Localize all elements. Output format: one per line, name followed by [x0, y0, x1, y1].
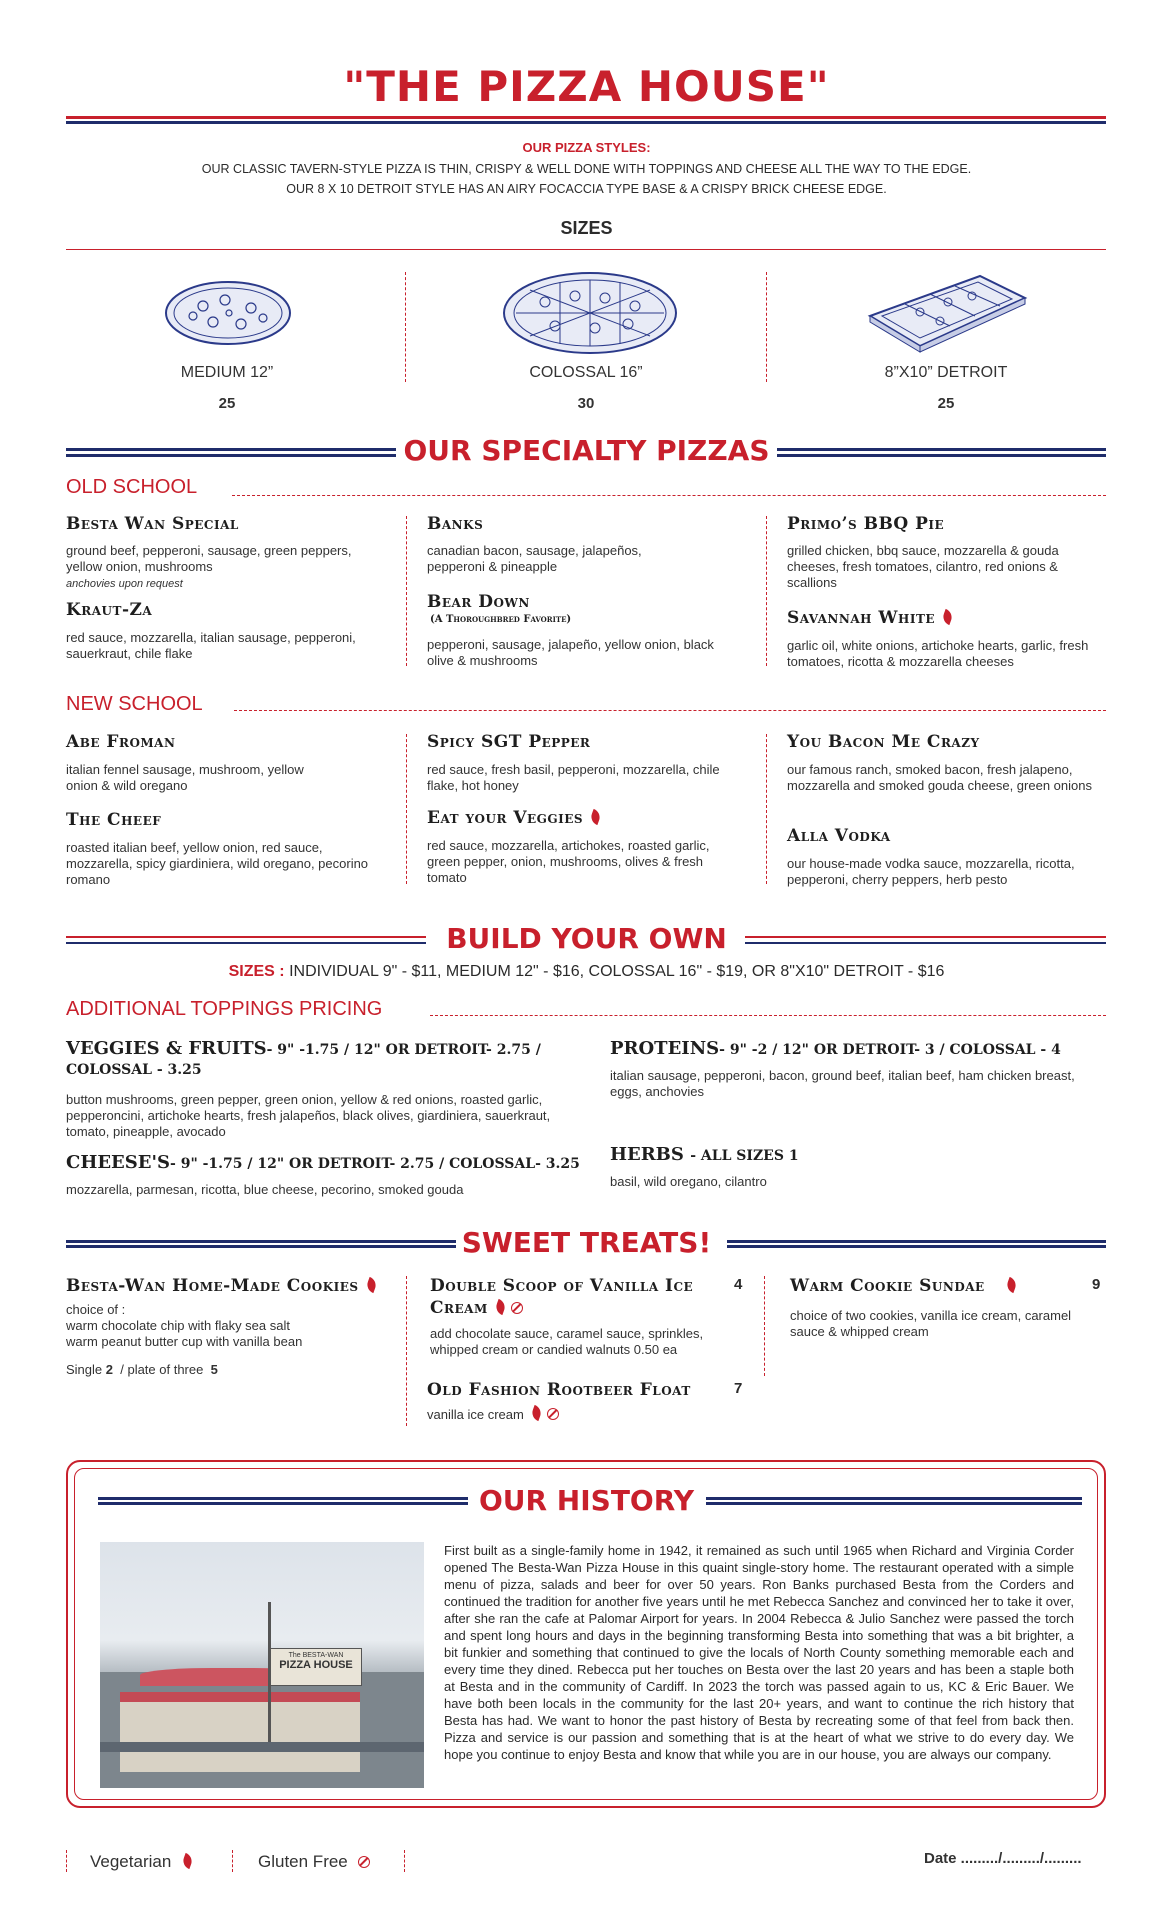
date-field: Date ........./........./......... [924, 1850, 1082, 1867]
pizza-desc: red sauce, fresh basil, pepperoni, mozzarella, chile flake, hot honey [427, 762, 720, 793]
scoop-name-2: Cream [430, 1298, 488, 1318]
cheese-heading [66, 1152, 580, 1173]
pizza-title-row [427, 808, 600, 828]
size-label-colossal: COLOSSAL 16” [529, 364, 643, 381]
pizza-name: You Bacon Me Crazy [787, 732, 980, 752]
column-separator [406, 734, 407, 884]
detroit-pizza-icon [860, 266, 1030, 356]
history-heading: OUR HISTORY [478, 1484, 695, 1517]
sundae-desc: choice of two cookies, vanilla ice cream, caramel sauce & whipped cream [790, 1308, 1072, 1339]
column-separator [766, 734, 767, 884]
title-divider [66, 116, 1106, 124]
pizza-desc: italian fennel sausage, mushroom, yellow onion & wild oregano [66, 762, 304, 793]
pizza-name: The Cheef [66, 810, 162, 830]
vegetarian-icon [1005, 1277, 1018, 1293]
specialty-heading: OUR SPECIALTY PIZZAS [403, 434, 770, 467]
pizza-desc: canadian bacon, sausage, jalapeños, pepperoni & pineapple [427, 543, 642, 574]
column-separator [764, 1276, 765, 1376]
proteins-price: - 9" -2 / 12" OR DETROIT- 3 / COLOSSAL - 4 [719, 1042, 1061, 1058]
sweets-heading: SWEET TREATS! [461, 1226, 712, 1259]
pizza-name: Savannah White [787, 608, 936, 628]
page-title: "THE PIZZA HOUSE" [343, 62, 830, 111]
build-sizes-row [0, 963, 1173, 981]
footer-separator [404, 1850, 405, 1872]
pizza-desc: pepperoni, sausage, jalapeño, yellow onion, black olive & mushrooms [427, 637, 714, 668]
new-school-rule [234, 710, 1106, 711]
herbs-price: - ALL SIZES 1 [690, 1148, 799, 1164]
veggies-heading [66, 1038, 541, 1059]
sizes-heading: SIZES [560, 218, 613, 238]
cookies-choice: choice of : [66, 1302, 126, 1317]
cookies-option-1: warm chocolate chip with flaky sea salt [66, 1318, 290, 1333]
pizza-title-row [787, 608, 952, 628]
column-separator [406, 516, 407, 666]
veggies-desc: button mushrooms, green pepper, green onion, yellow & red onions, roasted garlic, pepperoncini, artichoke hearts, fresh jalapeños, black olives, giardiniera, sauerkraut, tomato, pineapple, avocado [66, 1092, 551, 1139]
pizza-name: Alla Vodka [787, 826, 891, 846]
gluten-free-icon [358, 1856, 370, 1868]
proteins-name: PROTEINS [610, 1038, 720, 1059]
photo-sign-line-2: PIZZA HOUSE [279, 1659, 353, 1671]
cookies-single-price: 2 [105, 1362, 113, 1377]
pizza-desc: garlic oil, white onions, artichoke hearts, garlic, fresh tomatoes, ricotta & mozzarella cheeses [787, 638, 1089, 669]
size-label-detroit: 8”X10” DETROIT [884, 364, 1008, 381]
cookies-plate-label: / plate of three [120, 1362, 204, 1377]
new-school-heading: NEW SCHOOL [66, 693, 203, 715]
pizza-name: Kraut-Za [66, 600, 153, 620]
cookies-name: Besta-Wan Home-Made Cookies [66, 1276, 359, 1296]
photo-sign [270, 1648, 362, 1686]
colossal-pizza-icon [500, 270, 680, 356]
herbs-name: HERBS [610, 1144, 684, 1165]
legend-gluten-free [258, 1852, 370, 1872]
size-separator [766, 272, 767, 382]
styles-line-1: OUR CLASSIC TAVERN-STYLE PIZZA IS THIN, CRISPY & WELL DONE WITH TOPPINGS AND CHEESE ALL THE WAY TO THE EDGE. [201, 162, 972, 176]
herbs-heading [610, 1144, 799, 1165]
pizza-desc: ground beef, pepperoni, sausage, green peppers, yellow onion, mushrooms [66, 543, 352, 574]
pizza-desc: roasted italian beef, yellow onion, red sauce, mozzarella, spicy giardiniera, wild oregano, pecorino romano [66, 840, 369, 887]
pizza-name: Besta Wan Special [66, 514, 239, 534]
vegetarian-icon [941, 609, 954, 625]
vegetarian-icon [181, 1853, 194, 1869]
scoop-title-row [430, 1298, 523, 1318]
sizes-divider [66, 249, 1106, 250]
vegetarian-icon [494, 1299, 507, 1315]
footer-separator [232, 1850, 233, 1872]
float-name: Old Fashion Rootbeer Float [427, 1380, 691, 1400]
sundae-title-row [790, 1276, 1016, 1296]
column-separator [406, 1276, 407, 1426]
cheese-name: CHEESE'S [66, 1152, 171, 1173]
old-school-rule [232, 495, 1106, 496]
footer-separator [66, 1850, 67, 1872]
cookies-single-label: Single [66, 1362, 103, 1377]
float-price: 7 [734, 1380, 743, 1397]
cheese-price: - 9" -1.75 / 12" OR DETROIT- 2.75 / COLOSSAL- 3.25 [170, 1156, 580, 1172]
gluten-free-icon [511, 1302, 523, 1314]
pizza-name: Abe Froman [66, 732, 176, 752]
pizza-desc: red sauce, mozzarella, italian sausage, pepperoni, sauerkraut, chile flake [66, 630, 356, 661]
pizza-name: Spicy SGT Pepper [427, 732, 591, 752]
gluten-free-icon [547, 1408, 559, 1420]
legend-vegetarian-label: Vegetarian [90, 1852, 172, 1871]
pizza-name: Banks [427, 514, 484, 534]
proteins-heading [610, 1038, 1061, 1059]
scoop-desc: add chocolate sauce, caramel sauce, sprinkles, whipped cream or candied walnuts 0.50 ea [430, 1326, 704, 1357]
pizza-desc: red sauce, mozzarella, artichokes, roasted garlic, green pepper, onion, mushrooms, olives & fresh tomato [427, 838, 710, 885]
size-price-detroit: 25 [937, 395, 955, 412]
cheese-desc: mozzarella, parmesan, ricotta, blue cheese, pecorino, smoked gouda [66, 1182, 464, 1197]
column-separator [766, 516, 767, 666]
cookies-pricing [66, 1362, 218, 1377]
scoop-price: 4 [734, 1276, 743, 1293]
photo-sign-line-1: The BESTA-WAN [288, 1652, 344, 1659]
cookies-title-row [66, 1276, 376, 1296]
legend-vegetarian [90, 1852, 192, 1872]
build-heading: BUILD YOUR OWN [446, 922, 727, 955]
scoop-name-1: Double Scoop of Vanilla Ice [430, 1276, 694, 1296]
pizza-desc: grilled chicken, bbq sauce, mozzarella & gouda cheeses, fresh tomatoes, cilantro, red onions & scallions [787, 543, 1059, 590]
old-school-heading: OLD SCHOOL [66, 476, 198, 498]
pizza-desc: our house-made vodka sauce, mozzarella, ricotta, pepperoni, cherry peppers, herb pesto [787, 856, 1075, 887]
history-text: First built as a single-family home in 1942, it remained as such until 1965 when Richard and Virginia Corder opened The Besta-Wan Pizza House in this quaint single-story home. The restaurant operated with a simple menu of pizza, salads and beer for over 50 years. Ron Banks purchased Besta from the Corders and continued the tradition for another five years until he met Rebecca Sanchez and convinced her to take it over, after she ran the cafe at Palomar Airport for years. In 2004 Rebecca & Julio Sanchez were passed the torch and spent long hours and days in the beginning transforming Besta into something that was a bit brighter, a bit funkier and something that continued to give the locals of North County something memorable each and every time they dined. Rebecca put her touches on Besta over the last 20 years and has been a staple both at Besta and in the community of Cardiff. In 2023 the torch was passed again to us, KC & Eric Bauer. We have both been locals in the community for the last 20+ years, and want to continue the rich history that Besta has had. We want to honor the past history of Besta by recreating some of that feel from back then. Pizza and service is our passion and something that is at the heart of what we strive to do every day. We hope you continue to enjoy Besta and know that while you are in our house, you are always our company. [444, 1543, 1074, 1762]
pizza-subtitle: (A Thoroughbred Favorite) [430, 614, 572, 625]
float-desc: vanilla ice cream [427, 1407, 524, 1422]
sundae-price: 9 [1092, 1276, 1101, 1293]
styles-heading: OUR PIZZA STYLES: [522, 140, 651, 155]
build-sizes-label: SIZES : [228, 963, 285, 980]
vegetarian-icon [589, 809, 602, 825]
pizza-name: Eat your Veggies [427, 808, 584, 828]
size-label-medium: MEDIUM 12” [180, 364, 274, 381]
veggies-price-2: COLOSSAL - 3.25 [66, 1062, 202, 1078]
sundae-name: Warm Cookie Sundae [790, 1276, 985, 1296]
herbs-desc: basil, wild oregano, cilantro [610, 1174, 767, 1189]
size-separator [405, 272, 406, 382]
vegetarian-icon [364, 1277, 377, 1293]
vegetarian-icon [530, 1405, 543, 1421]
styles-line-2: OUR 8 X 10 DETROIT STYLE HAS AN AIRY FOCACCIA TYPE BASE & A CRISPY BRICK CHEESE EDGE. [286, 182, 887, 196]
build-sizes-text: INDIVIDUAL 9" - $11, MEDIUM 12" - $16, COLOSSAL 16" - $19, OR 8"X10" DETROIT - $16 [289, 963, 945, 980]
toppings-heading: ADDITIONAL TOPPINGS PRICING [66, 998, 383, 1020]
restaurant-photo [100, 1542, 424, 1788]
float-desc-row [427, 1406, 559, 1422]
size-price-medium: 25 [218, 395, 236, 412]
cookies-plate-price: 5 [210, 1362, 218, 1377]
pizza-name: Bear Down [427, 592, 530, 612]
medium-pizza-icon [163, 278, 293, 348]
cookies-option-2: warm peanut butter cup with vanilla bean [66, 1334, 303, 1349]
pizza-name: Primo’s BBQ Pie [787, 514, 945, 534]
pizza-desc: our famous ranch, smoked bacon, fresh jalapeno, mozzarella and smoked gouda cheese, green onions [787, 762, 1092, 793]
proteins-desc: italian sausage, pepperoni, bacon, ground beef, italian beef, ham chicken breast, eggs, anchovies [610, 1068, 1075, 1099]
toppings-rule [430, 1015, 1106, 1016]
pizza-note: anchovies upon request [66, 578, 183, 590]
legend-gluten-free-label: Gluten Free [258, 1852, 348, 1871]
size-price-colossal: 30 [577, 395, 595, 412]
veggies-name: VEGGIES & FRUITS [66, 1038, 267, 1059]
veggies-price: - 9" -1.75 / 12" OR DETROIT- 2.75 / [266, 1042, 541, 1058]
